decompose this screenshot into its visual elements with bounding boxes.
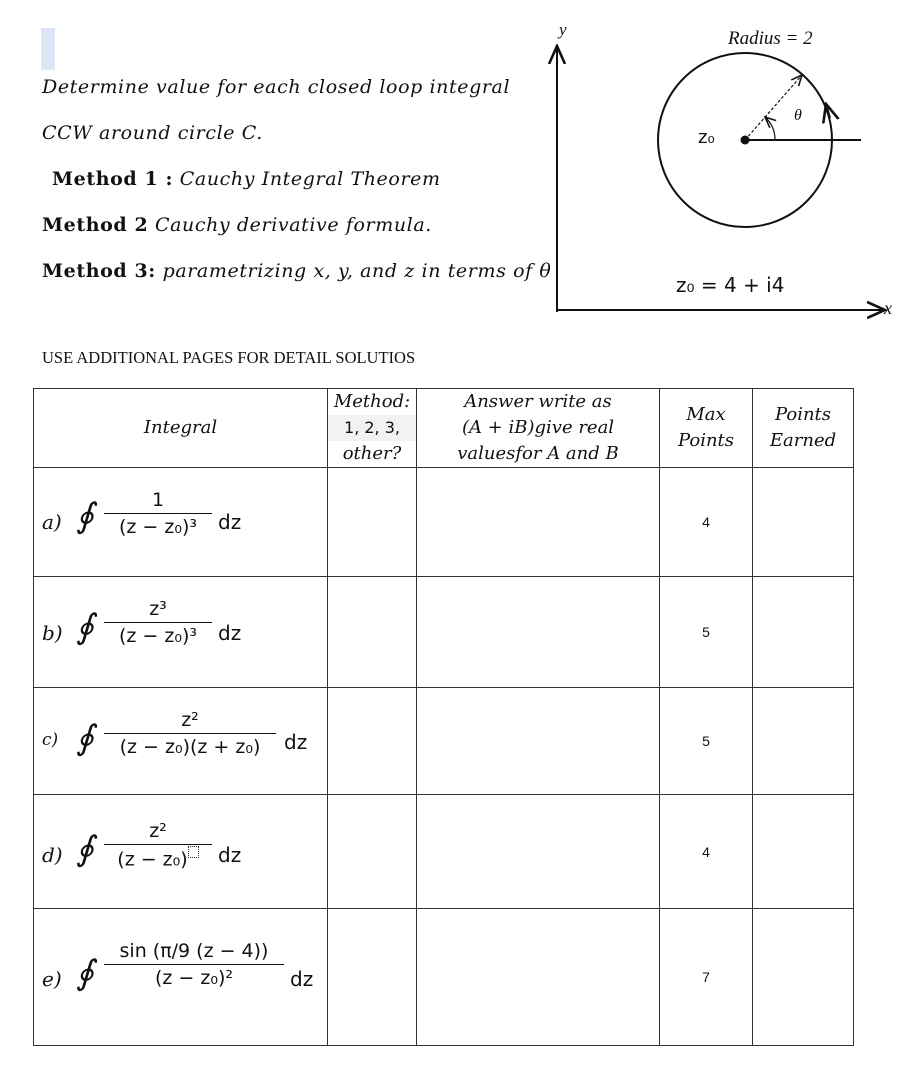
table-row — [34, 795, 854, 909]
fraction: sin (π/9 (z − 4)) (z − z₀)² — [104, 939, 284, 990]
radius-label: Radius = 2 — [728, 28, 813, 49]
table-row — [34, 577, 854, 688]
differential: dz — [218, 843, 242, 867]
exponent-placeholder — [188, 846, 199, 858]
table-row — [34, 468, 854, 577]
points-earned[interactable] — [753, 688, 854, 795]
row-label: d) — [42, 843, 63, 867]
header-integral: Integral — [34, 389, 328, 468]
method-input[interactable] — [328, 795, 417, 909]
answer-input[interactable] — [417, 795, 660, 909]
highlight-marker — [41, 28, 55, 70]
row-label: e) — [42, 967, 62, 991]
y-axis-label: y — [559, 20, 567, 39]
row-label: a) — [42, 510, 62, 534]
contour-integral-icon: ∮ — [76, 607, 94, 647]
additional-pages-note: USE ADDITIONAL PAGES FOR DETAIL SOLUTIOS — [42, 348, 416, 367]
contour-integral-icon: ∮ — [76, 829, 94, 869]
method-input[interactable] — [328, 688, 417, 795]
theta-label: θ — [794, 107, 802, 124]
answer-input[interactable] — [417, 577, 660, 688]
integral-cell-b — [34, 577, 328, 688]
method-2-line — [42, 214, 432, 236]
row-label: c) — [42, 730, 59, 750]
differential: dz — [284, 730, 308, 754]
header-max-points: Max Points — [660, 389, 753, 468]
table-row — [34, 909, 854, 1046]
header-points-earned: Points Earned — [753, 389, 854, 468]
contour-integral-icon: ∮ — [76, 953, 94, 993]
method-1-label: Method 1 : — [52, 168, 174, 190]
max-points: 4 — [660, 468, 753, 577]
table-row — [34, 688, 854, 795]
contour-integral-icon: ∮ — [76, 718, 94, 758]
max-points: 4 — [660, 795, 753, 909]
max-points: 7 — [660, 909, 753, 1046]
method-1-line — [52, 168, 441, 190]
contour-integral-icon: ∮ — [76, 496, 94, 536]
method-3-line — [42, 260, 551, 282]
angle-arc — [765, 117, 775, 140]
center-value: z₀ = 4 + i4 — [676, 273, 785, 297]
method-1-text: Cauchy Integral Theorem — [179, 168, 441, 190]
differential: dz — [290, 967, 314, 991]
points-earned[interactable] — [753, 577, 854, 688]
x-axis-label: x — [884, 298, 892, 318]
fraction: z² (z − z₀)(z + z₀) — [104, 708, 276, 759]
method-input[interactable] — [328, 577, 417, 688]
answer-input[interactable] — [417, 468, 660, 577]
answer-input[interactable] — [417, 909, 660, 1046]
fraction: z³ (z − z₀)³ — [104, 597, 212, 648]
method-2-label: Method 2 — [42, 214, 149, 236]
integral-cell-e — [34, 909, 328, 1046]
fraction: 1 (z − z₀)³ — [104, 488, 212, 539]
instruction-line-1: Determine value for each closed loop integral — [42, 76, 511, 98]
integral-cell-a — [34, 468, 328, 577]
fraction: z² (z − z₀) — [104, 819, 212, 871]
differential: dz — [218, 510, 242, 534]
center-label: z₀ — [698, 127, 715, 148]
integral-cell-c — [34, 688, 328, 795]
answer-input[interactable] — [417, 688, 660, 795]
header-answer: Answer write as (A + iB)give real valuesfor A and B — [417, 389, 660, 468]
instruction-line-2: CCW around circle C. — [42, 122, 263, 144]
method-3-label: Method 3: — [42, 260, 156, 282]
method-2-text: Cauchy derivative formula. — [154, 214, 432, 236]
max-points: 5 — [660, 688, 753, 795]
method-input[interactable] — [328, 909, 417, 1046]
points-earned[interactable] — [753, 909, 854, 1046]
row-label: b) — [42, 621, 63, 645]
method-3-text: parametrizing x, y, and z in terms of θ — [162, 260, 552, 282]
header-method: Method: 1, 2, 3, other? — [328, 389, 417, 468]
method-input[interactable] — [328, 468, 417, 577]
points-earned[interactable] — [753, 468, 854, 577]
header-row — [34, 389, 854, 468]
points-earned[interactable] — [753, 795, 854, 909]
answer-table — [33, 388, 854, 1046]
differential: dz — [218, 621, 242, 645]
integral-cell-d — [34, 795, 328, 909]
max-points: 5 — [660, 577, 753, 688]
